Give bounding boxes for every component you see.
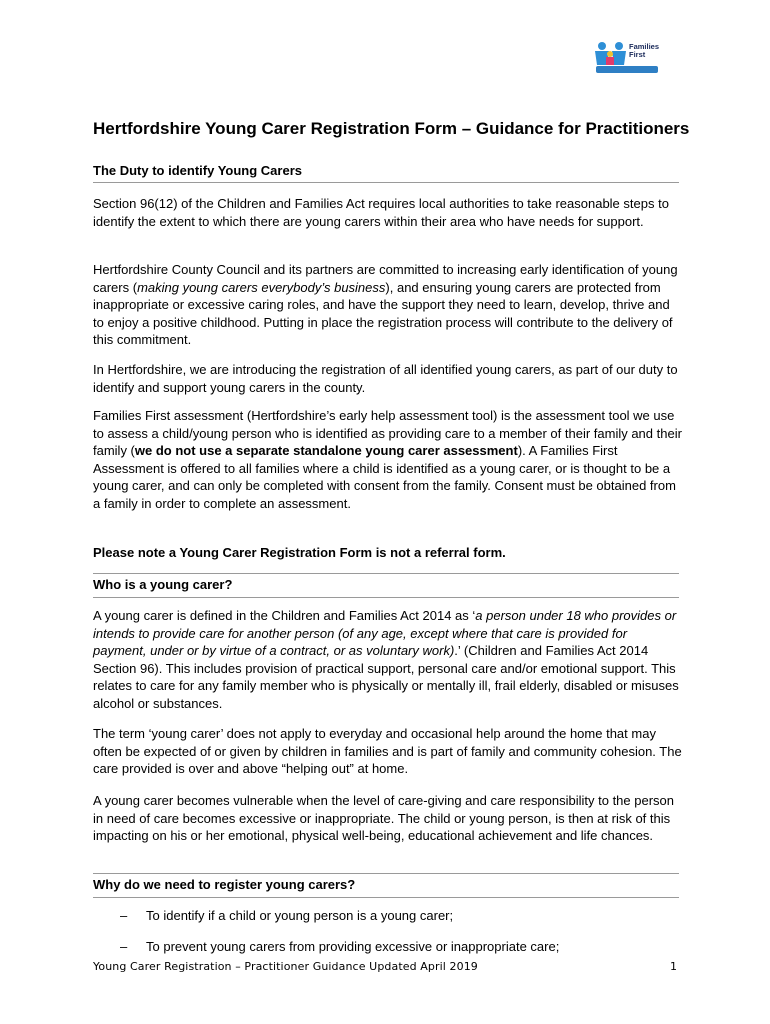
- footer-text: Young Carer Registration – Practitioner Guidance Updated April 2019: [93, 960, 478, 973]
- section-divider: [93, 873, 679, 874]
- page-title: Hertfordshire Young Carer Registration Form – Guidance for Practitioners: [93, 119, 690, 138]
- paragraph: Hertfordshire County Council and its partners are committed to increasing early identification of young carers (making young carers everybody’s business), and ensuring young carers are protected from inappropriate or excessive caring roles, and have the support they need to learn, develop, thrive and to enjoy a positive childhood. Putting in place the registration process will contribute to the delivery of this commitment.: [93, 262, 678, 348]
- list-item: – To prevent young carers from providing excessive or inappropriate care;: [120, 939, 560, 954]
- logo-strip: [596, 66, 658, 73]
- dash-bullet: –: [120, 908, 128, 923]
- note: Please note a Young Carer Registration Form is not a referral form.: [93, 545, 506, 560]
- logo-text: Families First: [629, 42, 660, 59]
- dash-bullet: –: [120, 939, 128, 954]
- section-divider: [93, 897, 679, 898]
- section-heading-why: Why do we need to register young carers?: [93, 877, 356, 892]
- section-divider: [93, 597, 679, 598]
- section-divider: [93, 182, 679, 183]
- section-divider: [93, 573, 679, 574]
- section-heading-duty: The Duty to identify Young Carers: [93, 163, 302, 178]
- section-heading-who: Who is a young carer?: [93, 577, 233, 592]
- paragraph: Families First assessment (Hertfordshire’s early help assessment tool) is the assessment tool we use to assess a child/young person who is identified as providing care to a member of their family and their family (we do not use a separate standalone young carer assessment). A Families First Assessment is offered to all families where a child is identified as a young carer, or is thought to be a young carer, and can only be completed with consent from the family. Consent must be obtained from a family in order to complete an assessment.: [93, 408, 682, 511]
- paragraph: A young carer becomes vulnerable when the level of care-giving and care responsibility to the person in need of care becomes excessive or inappropriate. The child or young person, is then at risk of this impacting on his or her emotional, physical well-being, educational achievement and life chances.: [93, 793, 675, 844]
- page-number: 1: [670, 960, 677, 973]
- paragraph: Section 96(12) of the Children and Families Act requires local authorities to take reasonable steps to identify the extent to which there are young carers within their area who have needs for support.: [93, 196, 669, 229]
- paragraph: A young carer is defined in the Children and Families Act 2014 as ‘a person under 18 who provides or intends to provide care for another person (of any age, except where that care is provided for payment, under or by virtue of a contract, or as voluntary work).’ (Children and Families Act 2014 Section 96). This includes provision of practical support, personal care and/or emotional support. This relates to care for any family member who is physically or mentally ill, frail elderly, disabled or misuses alcohol or substances.: [93, 608, 679, 711]
- paragraph: In Hertfordshire, we are introducing the registration of all identified young carers, as part of our duty to identify and support young carers in the county.: [93, 362, 678, 395]
- paragraph: The term ‘young carer’ does not apply to everyday and occasional help around the home that may often be expected of or given by children in families and is part of family and community cohesion. The care provided is over and above “helping out” at home.: [93, 726, 682, 777]
- list-item: – To identify if a child or young person is a young carer;: [120, 908, 454, 923]
